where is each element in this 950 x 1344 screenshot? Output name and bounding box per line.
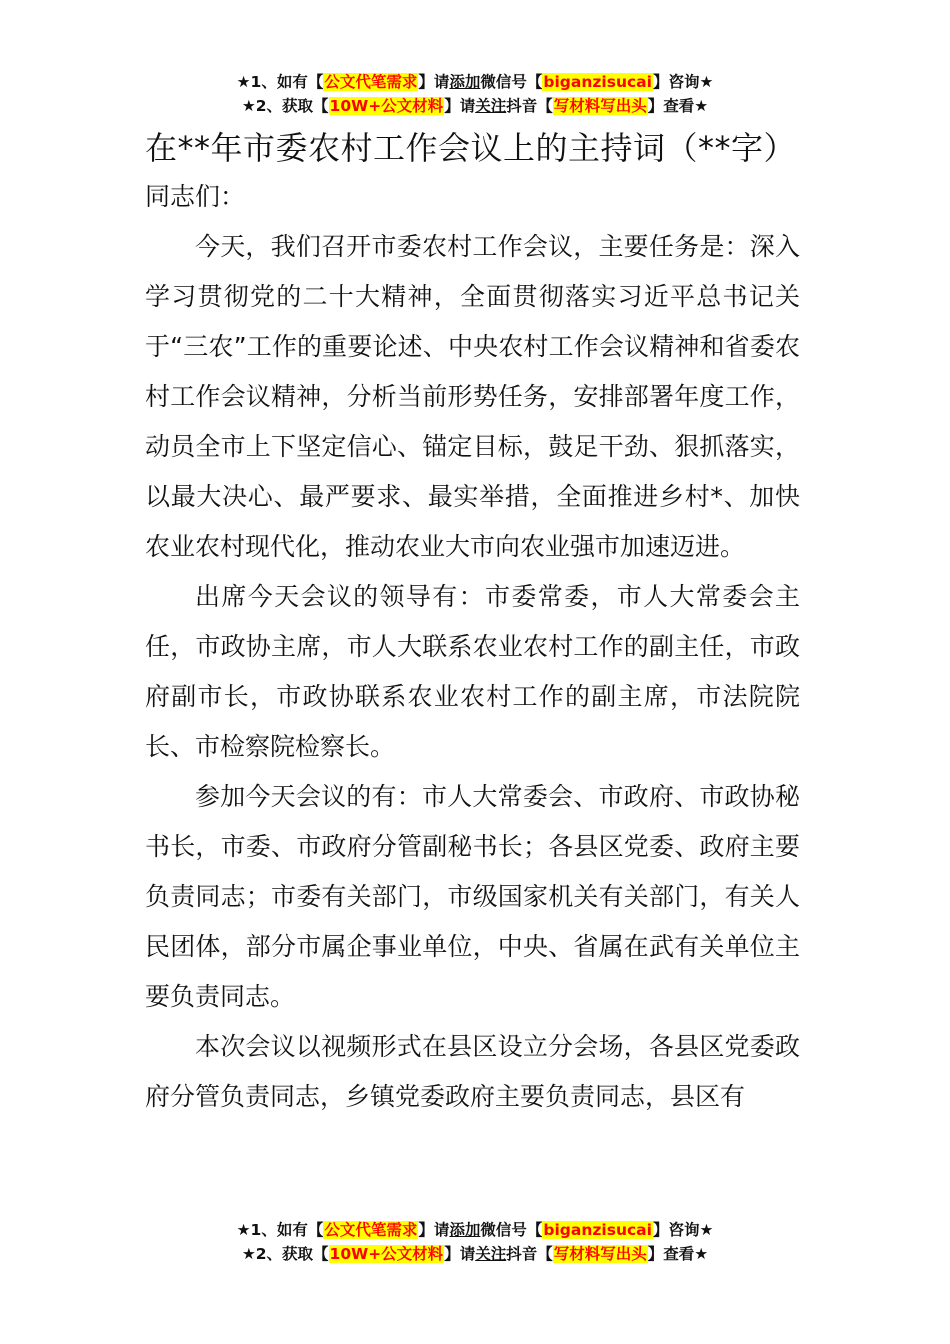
banner-underline: 添加 (449, 1221, 481, 1239)
banner-text: ★1、如有【 (236, 73, 324, 91)
banner-text: 】查看★ (647, 97, 709, 115)
banner-text: 抖音【 (506, 97, 553, 115)
banner-wechat-id: biganzisucai (543, 1221, 652, 1239)
banner-text: 】请 (418, 73, 450, 91)
banner-text: 】咨询★ (652, 1221, 714, 1239)
banner-text: 抖音【 (506, 1245, 553, 1263)
header-banner (0, 70, 950, 118)
banner-text: 】咨询★ (652, 73, 714, 91)
banner-highlight: 10W+公文材料 (329, 97, 444, 115)
banner-line-2 (0, 94, 950, 118)
banner-highlight: 公文代笔需求 (324, 1221, 418, 1239)
banner-line-1 (0, 70, 950, 94)
salutation: 同志们： (145, 182, 246, 211)
banner-text: 微信号【 (480, 1221, 543, 1239)
banner-douyin-id: 写材料写出头 (553, 1245, 647, 1263)
banner-line-1 (0, 1218, 950, 1242)
banner-highlight: 10W+公文材料 (329, 1245, 444, 1263)
banner-text: 】请 (418, 1221, 450, 1239)
banner-text: ★1、如有【 (236, 1221, 324, 1239)
banner-underline: 添加 (449, 73, 481, 91)
paragraph: 出席今天会议的领导有：市委常委，市人大常委会主任，市政协主席，市人大联系农业农村工作的副主任，市政府副市长，市政协联系农业农村工作的副主席，市法院院长、市检察院检察长。 (145, 582, 800, 761)
banner-line-2 (0, 1242, 950, 1266)
banner-text: 】请 (444, 1245, 476, 1263)
banner-douyin-id: 写材料写出头 (553, 97, 647, 115)
banner-wechat-id: biganzisucai (543, 73, 652, 91)
document-body (145, 124, 800, 1122)
banner-text: 】请 (444, 97, 476, 115)
paragraph: 参加今天会议的有：市人大常委会、市政府、市政协秘书长，市委、市政府分管副秘书长；各县区党委、政府主要负责同志；市委有关部门，市级国家机关有关部门，有关人民团体，部分市属企事业单位，中央、省属在武有关单位主要负责同志。 (145, 782, 800, 1011)
banner-text: 微信号【 (480, 73, 543, 91)
banner-underline: 关注 (475, 1245, 507, 1263)
paragraph: 本次会议以视频形式在县区设立分会场，各县区党委政府分管负责同志，乡镇党委政府主要负责同志，县区有 (145, 1032, 800, 1111)
banner-highlight: 公文代笔需求 (324, 73, 418, 91)
paragraph: 今天，我们召开市委农村工作会议，主要任务是：深入学习贯彻党的二十大精神，全面贯彻落实习近平总书记关于“三农”工作的重要论述、中央农村工作会议精神和省委农村工作会议精神，分析当前形势任务，安排部署年度工作，动员全市上下坚定信心、锚定目标，鼓足干劲、狠抓落实，以最大决心、最严要求、最实举措，全面推进乡村*、加快农业农村现代化，推动农业大市向农业强市加速迈进。 (145, 232, 800, 561)
banner-text: ★2、获取【 (241, 1245, 329, 1263)
banner-underline: 关注 (475, 97, 507, 115)
page-title: 在**年市委农村工作会议上的主持词（**字） (145, 129, 797, 167)
banner-text: ★2、获取【 (241, 97, 329, 115)
footer-banner (0, 1218, 950, 1266)
banner-text: 】查看★ (647, 1245, 709, 1263)
